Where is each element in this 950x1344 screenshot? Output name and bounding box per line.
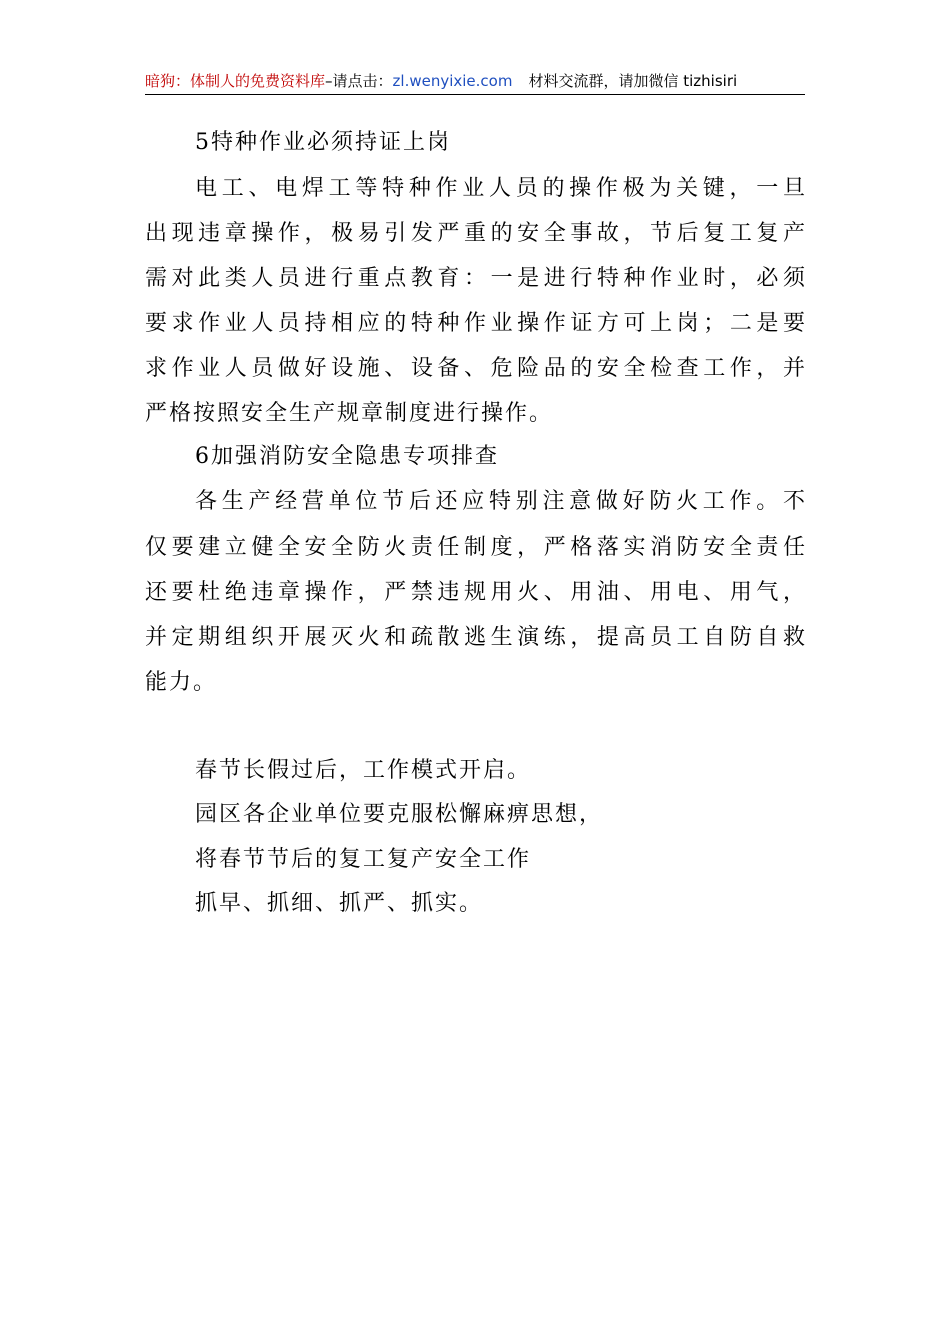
paragraph-line: 各生产经营单位节后还应特别注意做好防火工作。不 [195, 489, 805, 514]
section-5-heading: 5特种作业必须持证上岗 [195, 130, 451, 155]
section-6-heading: 6加强消防安全隐患专项排查 [195, 444, 499, 469]
paragraph-line: 并定期组织开展灭火和疏散逃生演练，提高员工自防自救 [145, 625, 805, 650]
group-note: 材料交流群，请加微信 tizhisiri [528, 72, 738, 90]
closing-line: 园区各企业单位要克服松懈麻痹思想， [195, 802, 604, 827]
page-header [145, 70, 805, 95]
paragraph-line: 求作业人员做好设施、设备、危险品的安全检查工作，并 [145, 356, 805, 381]
closing-line: 抓早、抓细、抓严、抓实。 [195, 891, 484, 916]
paragraph-line: 仅要建立健全安全防火责任制度，严格落实消防安全责任 [145, 535, 805, 560]
paragraph-line: 需对此类人员进行重点教育：一是进行特种作业时，必须 [145, 266, 805, 291]
paragraph-line: 电工、电焊工等特种作业人员的操作极为关键，一旦 [195, 176, 805, 201]
click-prompt: –请点击： [325, 72, 393, 90]
paragraph-line: 严格按照安全生产规章制度进行操作。 [145, 401, 554, 426]
site-url-link[interactable]: zl.wenyixie.com [392, 72, 513, 90]
closing-line: 将春节节后的复工复产安全工作 [195, 847, 532, 872]
paragraph-line: 要求作业人员持相应的特种作业操作证方可上岗；二是要 [145, 311, 805, 336]
site-name: 暗狗：体制人的免费资料库 [145, 72, 326, 90]
paragraph-line: 能力。 [145, 670, 218, 695]
closing-line: 春节长假过后，工作模式开启。 [195, 758, 532, 783]
paragraph-line: 还要杜绝违章操作，严禁违规用火、用油、用电、用气， [145, 580, 805, 605]
paragraph-line: 出现违章操作，极易引发严重的安全事故，节后复工复产 [145, 221, 805, 246]
